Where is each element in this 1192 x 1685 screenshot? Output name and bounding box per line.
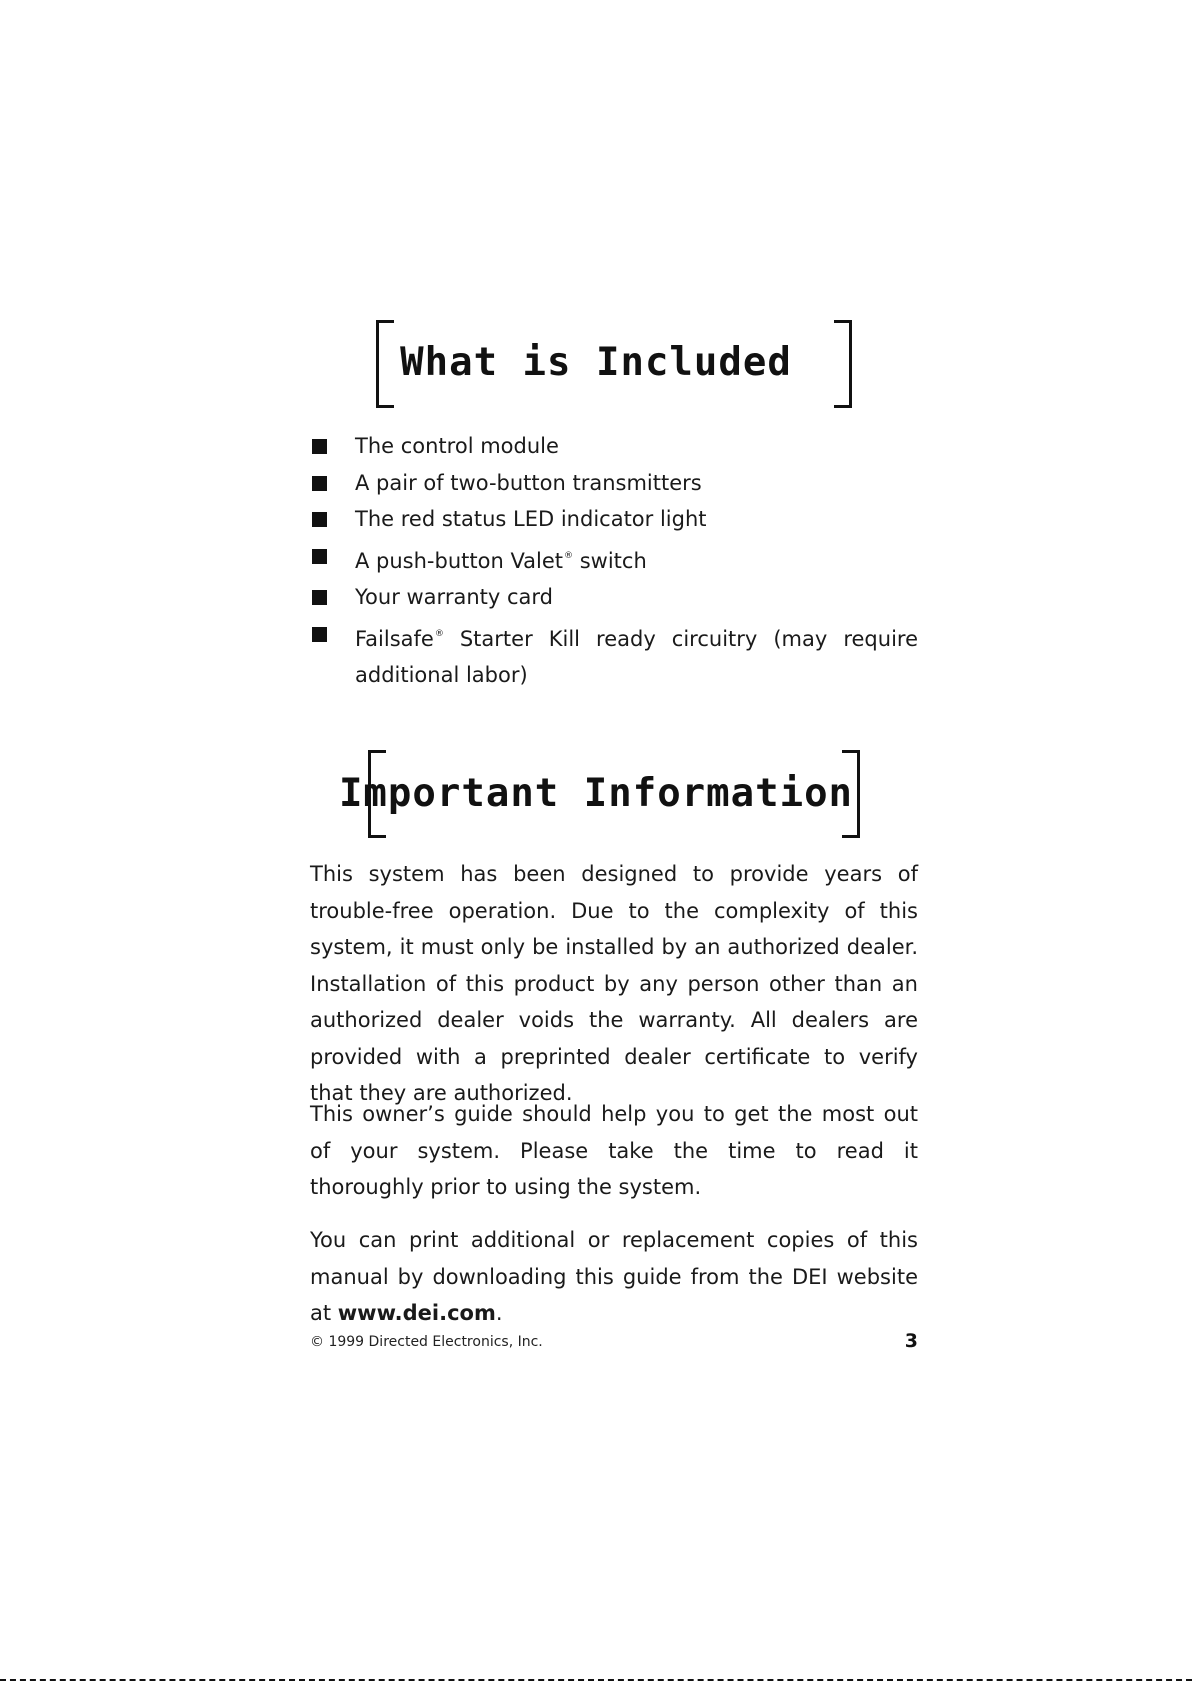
square-bullet-icon: [312, 476, 327, 491]
square-bullet-icon: [312, 549, 327, 564]
list-item: [310, 616, 918, 694]
body-paragraph: This owner’s guide should help you to get the most out of your system. Please take the time to read it thoroughly prior to using the system.: [310, 1102, 918, 1199]
list-item-text-rest: Starter Kill ready circuitry (may require additional labor): [355, 626, 918, 687]
square-bullet-icon: [312, 590, 327, 605]
website-link[interactable]: www.dei.com: [337, 1301, 496, 1325]
list-item-text: The control module: [355, 434, 559, 458]
copyright-notice: © 1999 Directed Electronics, Inc.: [310, 1334, 543, 1350]
list-item: [310, 465, 918, 502]
paragraph-text-end: .: [495, 1301, 503, 1325]
square-bullet-icon: [312, 439, 327, 454]
body-paragraph: This system has been designed to provide years of trouble-free operation. Due to the complexity of this system, it must only be installed by an authorized dealer. Installation of this product by any person other than an authorized dealer voids the warranty. All dealers are provided with a preprinted dealer certificate to verify that they are authorized.: [310, 862, 918, 1105]
trim-line-divider: [0, 1679, 1192, 1681]
paragraph-text: You can print additional or replacement copies of this manual by downloading this guide from the DEI website at: [310, 1228, 918, 1325]
included-items-list: [310, 428, 918, 694]
list-item: [310, 579, 918, 616]
section-title-important-information: Important Information: [338, 771, 854, 816]
page-number: 3: [904, 1330, 918, 1352]
square-bullet-icon: [312, 512, 327, 527]
list-item-text: Your warranty card: [355, 585, 553, 609]
list-item-text: Failsafe: [355, 626, 434, 651]
list-item-text: A pair of two-button transmitters: [355, 470, 702, 495]
list-item: [310, 501, 918, 538]
section-title-what-is-included: What is Included: [400, 340, 792, 385]
list-item-text: The red status LED indicator light: [355, 507, 707, 531]
list-item: [310, 538, 918, 580]
list-item-text-rest: switch: [573, 548, 647, 573]
registered-mark: ®: [564, 550, 574, 561]
square-bullet-icon: [312, 627, 327, 642]
registered-mark: ®: [434, 628, 444, 639]
body-paragraph: [310, 1222, 918, 1332]
list-item-text: A push-button Valet: [355, 548, 564, 573]
list-item: [310, 428, 918, 465]
